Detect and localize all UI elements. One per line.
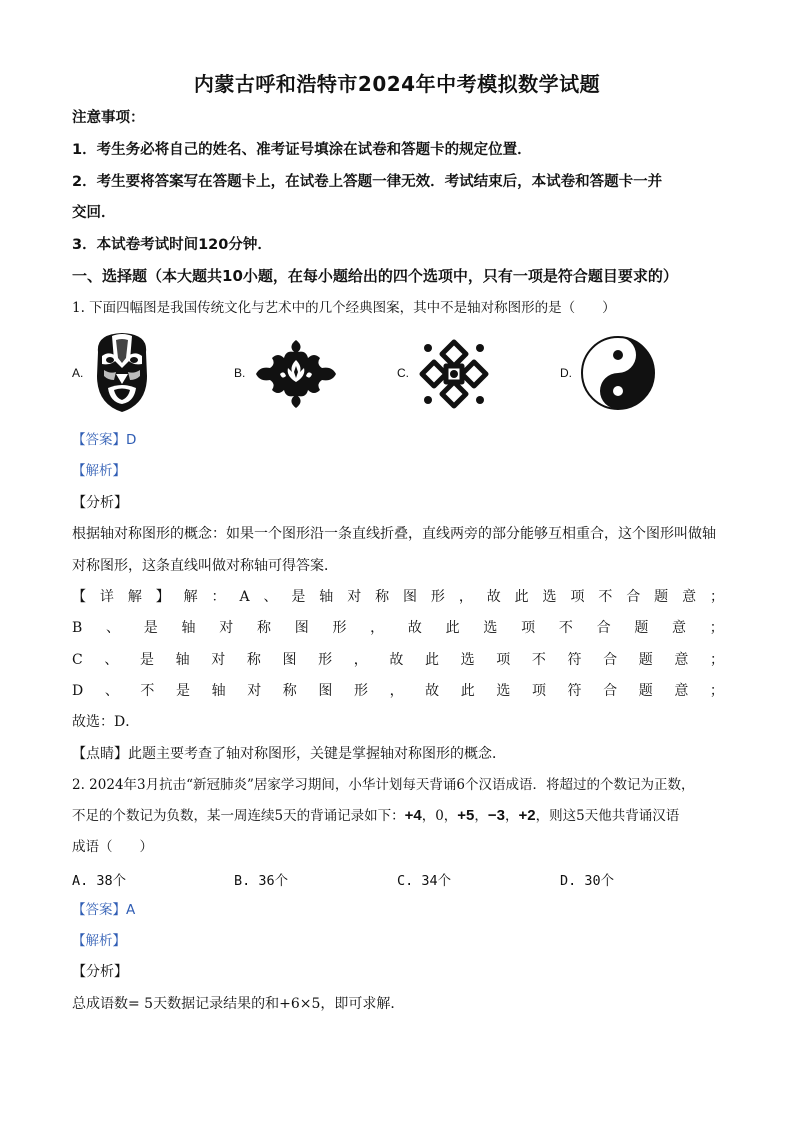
detail-char: 【: [72, 589, 86, 605]
detail-char: 符: [567, 652, 582, 668]
detail-char: 项: [521, 620, 536, 636]
q1-detail-row: [72, 650, 724, 670]
detail-char: 称: [246, 652, 261, 668]
q2-record: +5: [457, 807, 475, 824]
detail-char: ，: [370, 620, 385, 636]
detail-char: B: [72, 620, 83, 636]
detail-char: 、: [263, 589, 278, 605]
q2-record: 0: [435, 808, 444, 824]
q2-stem-post: ，则这5天他共背诵汉语: [535, 808, 680, 824]
detail-char: ；: [709, 683, 724, 699]
detail-char: 、: [104, 683, 119, 699]
detail-char: 】: [155, 589, 170, 605]
detail-char: 项: [531, 683, 546, 699]
q2-fenxi-tag: 【分析】: [72, 964, 128, 980]
detail-char: 题: [638, 652, 653, 668]
detail-char: 此: [424, 652, 439, 668]
detail-char: 称: [256, 620, 271, 636]
detail-char: 故: [407, 620, 422, 636]
ornament-pattern-icon: [254, 338, 338, 414]
detail-char: 形: [430, 589, 445, 605]
question-2-stem-1: 2. 2024年3月抗击“新冠肺炎”居家学习期间，小华计划每天背诵6个汉语成语．将超过的个数记为正数，: [72, 777, 695, 793]
detail-char: 图: [282, 652, 297, 668]
page-title: 内蒙古呼和浩特市2024年中考模拟数学试题: [193, 72, 601, 96]
q1-detail-row: [72, 681, 724, 701]
detail-char: 故: [486, 589, 501, 605]
detail-char: 对: [347, 589, 362, 605]
detail-char: 形: [332, 620, 347, 636]
option-d-label: D.: [560, 366, 572, 380]
question-2-stem-2: 不足的个数记为负数，某一周连续5天的背诵记录如下：+4，0，+5，−3，+2，则这5天他共背诵汉语: [72, 807, 680, 824]
q1-answer-tag: 【答案】D: [72, 432, 137, 448]
detail-char: 对: [211, 652, 226, 668]
detail-char: 图: [318, 683, 333, 699]
q1-conclusion: 故选：D．: [72, 714, 140, 730]
detail-char: 是: [291, 589, 306, 605]
q1-comment: 【点睛】此题主要考查了轴对称图形，关键是掌握轴对称图形的概念．: [72, 746, 506, 762]
detail-char: 轴: [175, 652, 190, 668]
detail-char: 解: [183, 589, 198, 605]
detail-char: 题: [654, 589, 669, 605]
q2-option-c: C. 34个: [397, 873, 452, 889]
detail-char: 此: [460, 683, 475, 699]
detail-char: D: [72, 683, 84, 699]
detail-char: 此: [445, 620, 460, 636]
detail-char: 是: [139, 652, 154, 668]
detail-char: 对: [247, 683, 262, 699]
option-b-label: B.: [234, 366, 246, 380]
detail-char: 轴: [319, 589, 334, 605]
detail-char: 选: [542, 589, 557, 605]
question-1-stem: 1. 下面四幅图是我国传统文化与艺术中的几个经典图案，其中不是轴对称图形的是（ ）: [72, 300, 616, 316]
notice-item-3: 3．本试卷考试时间120分钟．: [72, 237, 272, 253]
detail-char: 题: [634, 620, 649, 636]
detail-char: 合: [603, 683, 618, 699]
detail-char: 选: [483, 620, 498, 636]
detail-char: ；: [709, 652, 724, 668]
detail-char: ；: [709, 589, 724, 605]
notice-item-2b: 交回．: [72, 205, 116, 221]
detail-char: 不: [558, 620, 573, 636]
q2-answer-tag: 【答案】A: [72, 902, 136, 918]
detail-char: 此: [514, 589, 529, 605]
q1-detail-row: [72, 587, 724, 607]
q1-fenxi-tag: 【分析】: [72, 495, 128, 511]
detail-char: 符: [567, 683, 582, 699]
detail-char: ，: [353, 652, 368, 668]
detail-char: 项: [496, 652, 511, 668]
notice-heading: 注意事项：: [72, 110, 145, 126]
q2-option-b: B. 36个: [234, 873, 289, 889]
option-a-label: A.: [72, 366, 84, 380]
detail-char: 对: [219, 620, 234, 636]
question-2-stem-3: 成语（ ）: [72, 839, 153, 855]
detail-char: 意: [674, 652, 689, 668]
detail-char: 、: [104, 652, 119, 668]
notice-item-2a: 2．考生要将答案写在答题卡上，在试卷上答题一律无效．考试结束后，本试卷和答题卡一并: [72, 174, 663, 190]
detail-char: 意: [682, 589, 697, 605]
q2-stem-pre: 不足的个数记为负数，某一周连续5天的背诵记录如下：: [72, 808, 405, 824]
detail-char: 称: [375, 589, 390, 605]
detail-char: 解: [127, 589, 142, 605]
detail-char: 意: [672, 620, 687, 636]
q2-option-a: A. 38个: [72, 873, 127, 889]
knot-pattern-icon: [416, 336, 492, 416]
detail-char: 形: [353, 683, 368, 699]
detail-char: 合: [626, 589, 641, 605]
detail-char: 图: [294, 620, 309, 636]
detail-char: 合: [596, 620, 611, 636]
q2-record: −3: [487, 807, 506, 824]
q2-record: +4: [404, 807, 422, 824]
q1-fenxi-text-1: 根据轴对称图形的概念：如果一个图形沿一条直线折叠，直线两旁的部分能够互相重合，这个图形叫做轴: [72, 526, 716, 542]
detail-char: 不: [531, 652, 546, 668]
detail-char: A: [239, 589, 250, 605]
detail-char: 题: [638, 683, 653, 699]
detail-char: ，: [458, 589, 473, 605]
section-heading: 一、选择题（本大题共10小题，在每小题给出的四个选项中，只有一项是符合题目要求的）: [72, 267, 678, 285]
q2-fenxi-text-1: 总成语数= 5天数据记录结果的和+6×5，即可求解．: [72, 996, 405, 1012]
detail-char: 选: [496, 683, 511, 699]
option-c-label: C.: [397, 366, 409, 380]
detail-char: 不: [598, 589, 613, 605]
q2-analysis-tag: 【解析】: [72, 933, 126, 949]
yin-yang-icon: [580, 335, 656, 415]
detail-char: 形: [318, 652, 333, 668]
detail-char: 是: [176, 683, 191, 699]
q2-record: +2: [518, 807, 536, 824]
q2-option-d: D. 30个: [560, 873, 615, 889]
detail-char: 故: [389, 652, 404, 668]
detail-char: 、: [106, 620, 121, 636]
detail-char: 称: [282, 683, 297, 699]
detail-char: ，: [389, 683, 404, 699]
detail-char: 意: [674, 683, 689, 699]
detail-char: ；: [709, 620, 724, 636]
detail-char: 是: [143, 620, 158, 636]
q1-detail-row: [72, 618, 724, 638]
q1-analysis-tag: 【解析】: [72, 463, 126, 479]
notice-item-1: 1．考生务必将自己的姓名、准考证号填涂在试卷和答题卡的规定位置．: [72, 142, 532, 158]
detail-char: 选: [460, 652, 475, 668]
detail-char: C: [72, 652, 83, 668]
detail-char: 详: [99, 589, 114, 605]
detail-char: ：: [211, 589, 226, 605]
detail-char: 故: [425, 683, 440, 699]
q1-fenxi-text-2: 对称图形，这条直线叫做对称轴可得答案．: [72, 558, 338, 574]
detail-char: 合: [603, 652, 618, 668]
detail-char: 不: [140, 683, 155, 699]
detail-char: 项: [570, 589, 585, 605]
detail-char: 图: [403, 589, 417, 605]
opera-mask-icon: [90, 330, 154, 418]
detail-char: 轴: [211, 683, 226, 699]
detail-char: 轴: [181, 620, 196, 636]
